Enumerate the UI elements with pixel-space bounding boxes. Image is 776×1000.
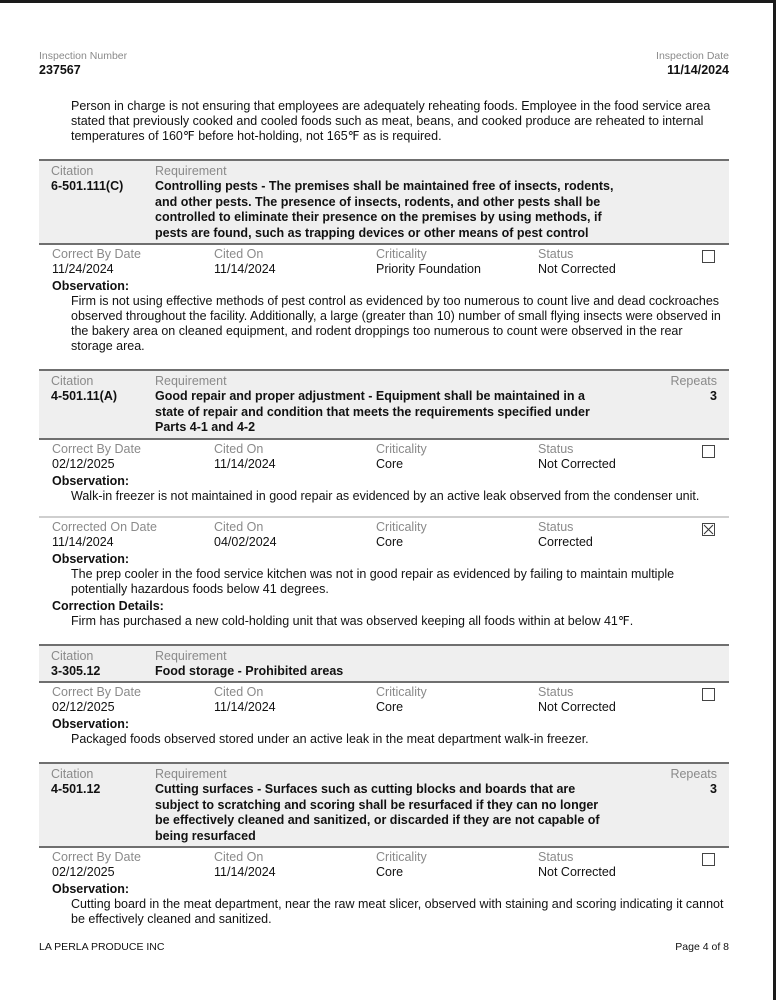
cited-on-date: 11/14/2024 bbox=[214, 456, 276, 471]
observation-heading: Observation: bbox=[52, 473, 130, 488]
corrected-on-date: 11/14/2024 bbox=[52, 534, 114, 549]
page-indicator: Page 4 of 8 bbox=[675, 941, 729, 953]
inspection-number-label: Inspection Number bbox=[39, 50, 128, 62]
requirement-label: Requirement bbox=[155, 164, 227, 178]
requirement-text: Cutting surfaces - Surfaces such as cutting blocks and boards that are subject to scratching and scoring shall be resurfaced if they can no longer be effectively cleaned and sanitized, or discarded if they are not capable of being resurfaced bbox=[155, 782, 600, 843]
correct-by-date-label: Correct By Date bbox=[52, 850, 141, 864]
citation-label: Citation bbox=[51, 767, 94, 781]
cited-on-label: Cited On bbox=[214, 519, 264, 534]
check-x-icon bbox=[703, 524, 714, 535]
observation-text: Cutting board in the meat department, near the raw meat slicer, observed with staining and scoring indicating it cannot be effectively cleaned and sanitized. bbox=[71, 897, 724, 926]
violation-3-305-12 bbox=[39, 644, 729, 748]
criticality-label: Criticality bbox=[376, 247, 427, 261]
correction-details-text: Firm has purchased a new cold-holding unit that was observed keeping all foods within at below 41℉. bbox=[71, 613, 634, 628]
criticality-value: Priority Foundation bbox=[376, 262, 481, 276]
violation-meta-row bbox=[39, 245, 729, 277]
corrected-on-date-label: Corrected On Date bbox=[52, 519, 157, 534]
page-header bbox=[39, 50, 729, 80]
status-value: Not Corrected bbox=[538, 456, 616, 471]
criticality-value: Core bbox=[376, 865, 404, 879]
criticality-label: Criticality bbox=[376, 519, 427, 534]
violation-meta-row bbox=[39, 683, 729, 715]
criticality-value: Core bbox=[376, 456, 404, 471]
status-label: Status bbox=[538, 247, 574, 261]
repeats-count: 3 bbox=[710, 782, 717, 796]
inspection-date-block bbox=[656, 50, 729, 78]
inspection-date: 11/14/2024 bbox=[667, 63, 729, 77]
criticality-value: Core bbox=[376, 700, 404, 714]
requirement-text: Good repair and proper adjustment - Equipment shall be maintained in a state of repair and condition that meets the requirements specified under Parts 4-1 and 4-2 bbox=[155, 389, 590, 434]
observation-heading: Observation: bbox=[52, 551, 130, 566]
observation-text: The prep cooler in the food service kitchen was not in good repair as evidenced by failing to maintain multiple potentially hazardous foods below 41 degrees. bbox=[71, 566, 675, 596]
inspection-date-label: Inspection Date bbox=[656, 50, 729, 62]
cited-on-date: 04/02/2024 bbox=[214, 534, 277, 549]
citation-code: 4-501.12 bbox=[51, 782, 101, 796]
observation-heading: Observation: bbox=[52, 279, 130, 293]
repeats-count: 3 bbox=[710, 389, 717, 403]
citation-band bbox=[39, 762, 729, 848]
violation-meta-row-corrected bbox=[39, 518, 729, 550]
status-value: Corrected bbox=[538, 534, 593, 549]
requirement-label: Requirement bbox=[155, 374, 227, 388]
report-page bbox=[39, 50, 729, 927]
requirement-text: Food storage - Prohibited areas bbox=[155, 663, 344, 678]
citation-label: Citation bbox=[51, 648, 94, 663]
citation-code: 6-501.111(C) bbox=[51, 179, 124, 193]
requirement-label: Requirement bbox=[155, 648, 227, 663]
requirement-text: Controlling pests - The premises shall be maintained free of insects, rodents, and other pests. The presence of insects, rodents, and other pests shall be controlled to eliminate their presence on the premises by using methods, if pests are found, such as trapping devices or other means of pest control bbox=[155, 179, 614, 240]
status-value: Not Corrected bbox=[538, 865, 616, 879]
citation-label: Citation bbox=[51, 374, 94, 388]
citation-band bbox=[39, 369, 729, 440]
correct-by-date: 11/24/2024 bbox=[52, 262, 114, 276]
corrected-checkbox-checked[interactable] bbox=[702, 523, 715, 536]
status-value: Not Corrected bbox=[538, 700, 616, 714]
correction-details-heading: Correction Details: bbox=[52, 598, 164, 613]
corrected-checkbox[interactable] bbox=[702, 853, 715, 866]
cited-on-date: 11/14/2024 bbox=[214, 865, 276, 879]
violation-meta-row bbox=[39, 440, 729, 472]
observation-text: Packaged foods observed stored under an active leak in the meat department walk-in freezer. bbox=[71, 732, 589, 746]
cited-on-label: Cited On bbox=[214, 850, 264, 864]
corrected-checkbox[interactable] bbox=[702, 688, 715, 701]
observation-text: Walk-in freezer is not maintained in good repair as evidenced by an active leak observed from the condenser unit. bbox=[71, 488, 700, 503]
violation-6-501-111c bbox=[39, 159, 729, 354]
continued-observation-text: Person in charge is not ensuring that employees are adequately reheating foods. Employee in the food service area stated that previously cooked and cooled foods such as meat, beans, and cooked produce are reheated to internal temperatures of 160℉ before hot-holding, not 165℉ as is required. bbox=[71, 99, 711, 143]
requirement-label: Requirement bbox=[155, 767, 227, 781]
criticality-label: Criticality bbox=[376, 850, 427, 864]
correct-by-date: 02/12/2025 bbox=[52, 865, 115, 879]
cited-on-label: Cited On bbox=[214, 441, 264, 456]
cited-on-label: Cited On bbox=[214, 247, 264, 261]
cited-on-label: Cited On bbox=[214, 685, 264, 699]
status-label: Status bbox=[538, 850, 574, 864]
status-label: Status bbox=[538, 441, 574, 456]
status-label: Status bbox=[538, 519, 574, 534]
cited-on-date: 11/14/2024 bbox=[214, 700, 276, 714]
repeats-label: Repeats bbox=[670, 374, 717, 388]
violation-4-501-12 bbox=[39, 762, 729, 927]
page-footer bbox=[39, 941, 729, 954]
corrected-checkbox[interactable] bbox=[702, 250, 715, 263]
citation-band bbox=[39, 644, 729, 684]
citation-band bbox=[39, 159, 729, 245]
correct-by-date: 02/12/2025 bbox=[52, 700, 115, 714]
criticality-label: Criticality bbox=[376, 441, 427, 456]
criticality-label: Criticality bbox=[376, 685, 427, 699]
observation-heading: Observation: bbox=[52, 717, 130, 731]
status-value: Not Corrected bbox=[538, 262, 616, 276]
correct-by-date-label: Correct By Date bbox=[52, 441, 141, 456]
inspection-number: 237567 bbox=[39, 63, 81, 77]
correct-by-date-label: Correct By Date bbox=[52, 247, 141, 261]
status-label: Status bbox=[538, 685, 574, 699]
observation-text: Firm is not using effective methods of pest control as evidenced by too numerous to count live and dead cockroaches observed throughout the facility. Additionally, a large (greater than 10) number of small flying insects were observed in the bakery area on cleaned equipment, and rodent droppings too numerous to count were observed in the rear storage area. bbox=[71, 294, 721, 353]
violation-meta-row bbox=[39, 848, 729, 880]
inspection-number-block bbox=[39, 50, 127, 78]
citation-code: 3-305.12 bbox=[51, 663, 101, 678]
corrected-checkbox[interactable] bbox=[702, 445, 715, 458]
citation-label: Citation bbox=[51, 164, 94, 178]
citation-code: 4-501.11(A) bbox=[51, 389, 118, 403]
correct-by-date: 02/12/2025 bbox=[52, 456, 115, 471]
cited-on-date: 11/14/2024 bbox=[214, 262, 276, 276]
establishment-name: LA PERLA PRODUCE INC bbox=[39, 941, 165, 953]
violation-4-501-11a bbox=[39, 369, 729, 629]
observation-heading: Observation: bbox=[52, 882, 130, 896]
repeats-label: Repeats bbox=[670, 767, 717, 781]
window-frame-top bbox=[0, 0, 776, 3]
criticality-value: Core bbox=[376, 534, 404, 549]
correct-by-date-label: Correct By Date bbox=[52, 685, 141, 699]
